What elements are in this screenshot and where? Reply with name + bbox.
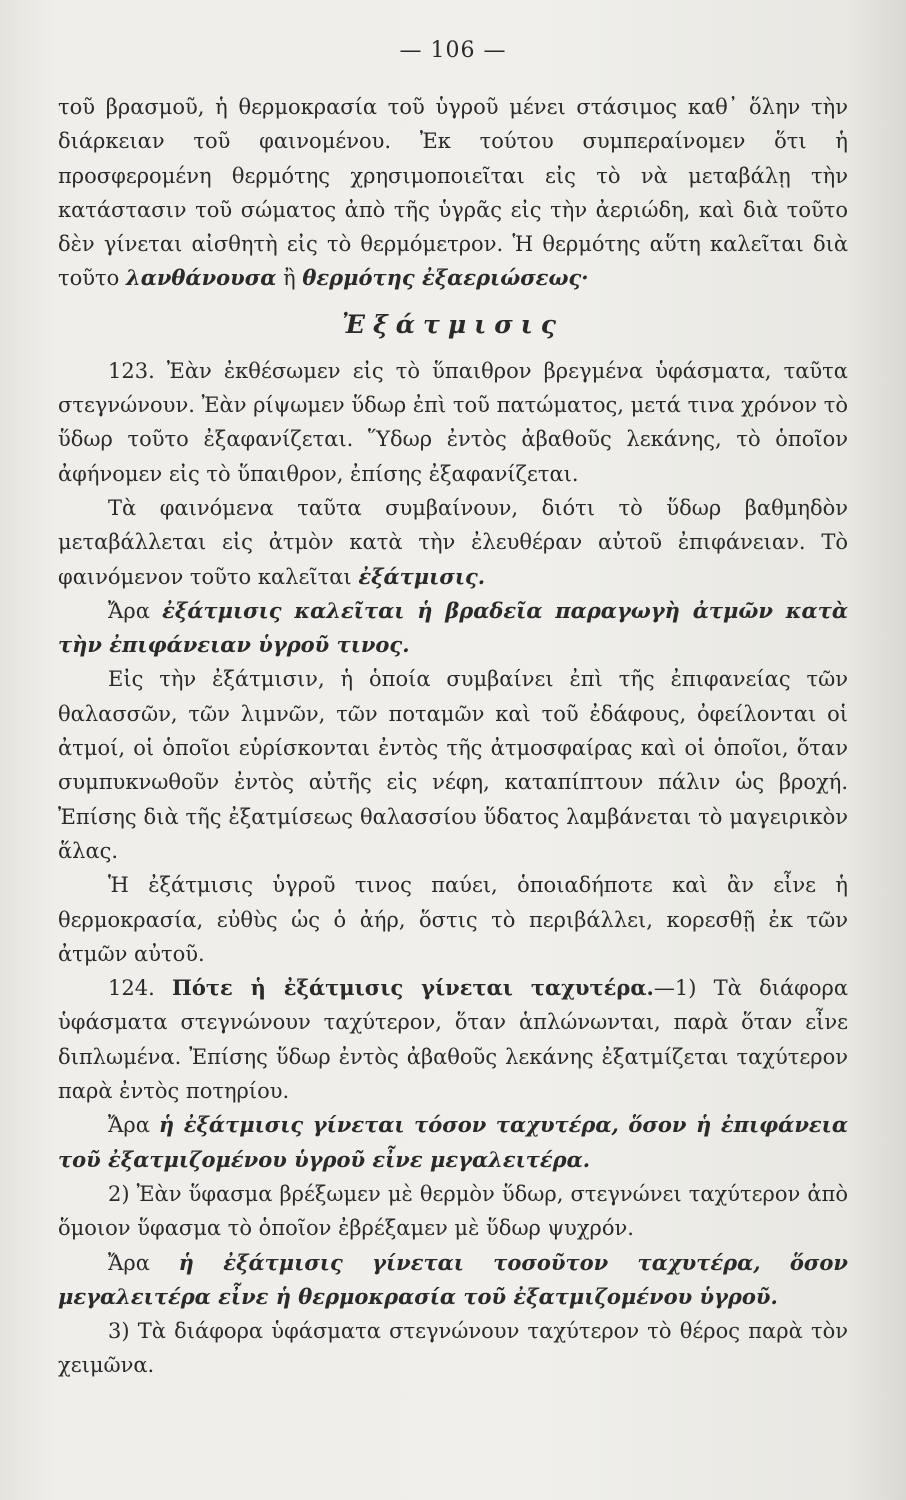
text-run: Τὰ φαινόμενα ταῦτα συμβαίνουν, διότι τὸ ὕδωρ βαθμηδὸν μεταβάλλεται εἰς ἀτμὸν κατὰ τὴν ἐλευθέραν αὐτοῦ ἐπιφάνειαν. Τὸ φαινόμενον τοῦτο καλεῖται (58, 495, 848, 589)
page-number: — 106 — (399, 38, 507, 63)
paragraph-surface-rule (58, 1108, 848, 1177)
paragraph-saturation: Ἡ ἐξάτμισις ὑγροῦ τινος παύει, ὁποιαδήποτε καὶ ἂν εἶνε ἡ θερμοκρασία, εὐθὺς ὡς ὁ ἀήρ, ὅστις τὸ περιβάλλει, κορεσθῇ ἐκ τῶν ἀτμῶν αὐτοῦ. (58, 873, 848, 966)
emphasis-heat-of-vaporization: θερμότης ἐξαεριώσεως· (302, 265, 589, 291)
section-heading: Ἐξάτμισις (342, 309, 564, 339)
text-run: τοῦ βρασμοῦ, ἡ θερμοκρασία τοῦ ὑγροῦ μένει στάσιμος καθ᾽ ὅλην τὴν διάρκειαν τοῦ φαινομένου. Ἐκ τούτου συμπεραίνομεν ὅτι ἡ προσφερομένη θερμότης χρησιμοποιεῖται εἰς τὸ νὰ μεταβάλῃ τὴν κατάστασιν τοῦ σώματος ἀπὸ τῆς ὑγρᾶς εἰς τὴν ἀεριώδη, καὶ διὰ τοῦτο δὲν γίνεται αἰσθητὴ εἰς τὸ θερμόμετρον. Ἡ θερμότης αὕτη καλεῖται διὰ τοῦτο (58, 95, 848, 291)
paragraph-definition (58, 594, 848, 663)
paragraph-atmosphere: Εἰς τὴν ἐξάτμισιν, ἡ ὁποία συμβαίνει ἐπὶ τῆς ἐπιφανείας τῶν θαλασσῶν, τῶν λιμνῶν, τῶν ποταμῶν καὶ τοῦ ἐδάφους, ὀφείλονται οἱ ἀτμοί, οἱ ὁποῖοι εὑρίσκονται ἐντὸς τῆς ἀτμοσφαίρας καὶ οἱ ὁποῖοι, ὅταν συμπυκνωθοῦν ἐντὸς αὐτῆς εἰς νέφη, καταπίπτουν πάλιν ὡς βροχή. Ἐπίσης διὰ τῆς ἐξατμίσεως θαλασσίου ὕδατος λαμβάνεται τὸ μαγειρικὸν ἅλας. (58, 667, 848, 863)
paragraph-warm-water: 2) Ἐὰν ὕφασμα βρέξωμεν μὲ θερμὸν ὕδωρ, στεγνώνει ταχύτερον ἀπὸ ὅμοιον ὕφασμα τὸ ὁποῖον ἐβρέξαμεν μὲ ὕδωρ ψυχρόν. (58, 1181, 848, 1241)
paragraph-phenomena (58, 491, 848, 594)
emphasis-evaporation: ἐξάτμισις. (358, 563, 486, 589)
emphasis-latent: λανθάνουσα (125, 265, 277, 291)
text-run: ἢ (276, 266, 303, 291)
paragraph-124 (58, 971, 848, 1108)
text-run: Ἄρα (108, 1113, 159, 1138)
emphasis-definition: ἐξάτμισις καλεῖται ἡ βραδεῖα παραγωγὴ ἀτμῶν κατὰ τὴν ἐπιφάνειαν ὑγροῦ τινος. (58, 597, 848, 658)
paragraph-boiling-heat (58, 90, 848, 296)
emphasis-surface-rule: ἡ ἐξάτμισις γίνεται τόσον ταχυτέρα, ὅσον ἡ ἐπιφάνεια τοῦ ἐξατμιζομένου ὑγροῦ εἶνε μεγαλειτέρα. (58, 1112, 848, 1172)
paragraph-temperature-rule (58, 1246, 848, 1315)
subheading-faster-evaporation: Πότε ἡ ἐξάτμισις γίνεται ταχυτέρα. (172, 975, 654, 1001)
paragraph-123: 123. Ἐὰν ἐκθέσωμεν εἰς τὸ ὕπαιθρον βρεγμένα ὑφάσματα, ταῦτα στεγνώνουν. Ἐὰν ρίψωμεν ὕδωρ ἐπὶ τοῦ πατώματος, μετά τινα χρόνον τὸ ὕδωρ τοῦτο ἐξαφανίζεται. Ὕδωρ ἐντὸς ἀβαθοῦς λεκάνης, τὸ ὁποῖον ἀφήνομεν εἰς τὸ ὕπαιθρον, ἐπίσης ἐξαφανίζεται. (58, 358, 848, 486)
text-run: 124. (108, 976, 173, 1001)
paragraph-summer: 3) Τὰ διάφορα ὑφάσματα στεγνώνουν ταχύτερον τὸ θέρος παρὰ τὸν χειμῶνα. (58, 1319, 848, 1378)
text-run: Ἄρα (108, 1250, 179, 1275)
emphasis-temperature-rule: ἡ ἐξάτμισις γίνεται τοσοῦτον ταχυτέρα, ὅσον μεγαλειτέρα εἶνε ἡ θερμοκρασία τοῦ ἐξατμιζομένου ὑγροῦ. (58, 1249, 848, 1309)
text-run: Ἄρα (108, 598, 163, 623)
page-text (58, 90, 848, 1383)
text-run: —1) Τὰ διάφορα ὑφάσματα στεγνώνουν ταχύτερον, ὅταν ἁπλώνωνται, παρὰ ὅταν εἶνε διπλωμένα. Ἐπίσης ὕδωρ ἐντὸς ἀβαθοῦς λεκάνης ἐξατμίζεται ταχύτερον παρὰ ἐντὸς ποτηρίου. (58, 976, 848, 1104)
